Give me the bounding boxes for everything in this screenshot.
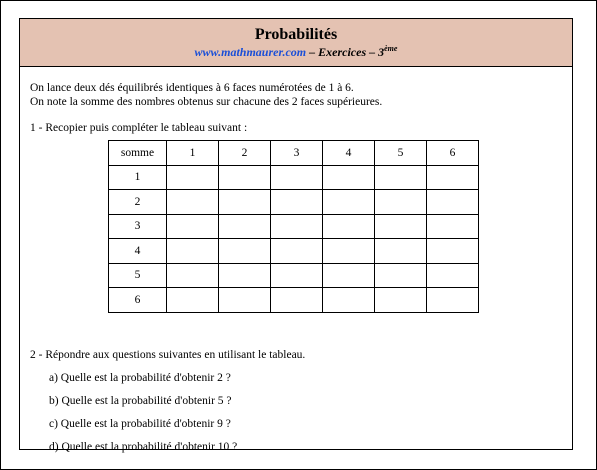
table-cell-empty: [323, 165, 375, 190]
table-column-header: 5: [375, 141, 427, 166]
table-cell-empty: [323, 239, 375, 264]
part2-instruction: 2 - Répondre aux questions suivantes en utilisant le tableau.: [30, 349, 306, 361]
exercises-label: Exercices – 3: [318, 45, 385, 59]
table-cell-empty: [271, 239, 323, 264]
worksheet-title: Probabilités: [254, 26, 338, 43]
subtitle-separator: –: [306, 45, 319, 59]
table-cell-empty: [167, 239, 219, 264]
table-cell-empty: [167, 190, 219, 215]
table-corner-label: somme: [109, 141, 167, 166]
table-cell-empty: [271, 288, 323, 313]
table-cell-empty: [427, 288, 479, 313]
table-column-header: 4: [323, 141, 375, 166]
question-c: c) Quelle est la probabilité d'obtenir 9 ?: [49, 418, 231, 430]
table-cell-empty: [427, 190, 479, 215]
table-header-row: [109, 141, 479, 166]
table-cell-empty: [271, 214, 323, 239]
table-row-header: 5: [109, 263, 167, 288]
table-cell-empty: [427, 263, 479, 288]
table-cell-empty: [271, 263, 323, 288]
table-cell-empty: [375, 214, 427, 239]
question-a: a) Quelle est la probabilité d'obtenir 2 ?: [49, 372, 231, 384]
question-d: d) Quelle est la probabilité d'obtenir 10 ?: [49, 441, 238, 453]
table-cell-empty: [219, 190, 271, 215]
table-cell-empty: [219, 239, 271, 264]
worksheet: [19, 18, 573, 453]
table-row-header: 3: [109, 214, 167, 239]
table-row: [109, 288, 479, 313]
table-column-header: 3: [271, 141, 323, 166]
table-cell-empty: [375, 190, 427, 215]
table-cell-empty: [271, 165, 323, 190]
table-row: [109, 165, 479, 190]
table-cell-empty: [427, 214, 479, 239]
table-cell-empty: [271, 190, 323, 215]
site-link[interactable]: www.mathmaurer.com: [194, 45, 307, 59]
table-cell-empty: [323, 214, 375, 239]
table-column-header: 6: [427, 141, 479, 166]
table-cell-empty: [219, 263, 271, 288]
worksheet-subtitle: [20, 45, 572, 60]
table-cell-empty: [167, 214, 219, 239]
table-cell-empty: [167, 263, 219, 288]
table-cell-empty: [375, 288, 427, 313]
table-cell-empty: [219, 165, 271, 190]
table-row: [109, 239, 479, 264]
sum-table: [108, 140, 479, 313]
table-cell-empty: [427, 165, 479, 190]
table-row-header: 1: [109, 165, 167, 190]
table-row-header: 6: [109, 288, 167, 313]
table-cell-empty: [323, 288, 375, 313]
intro-line-1: On lance deux dés équilibrés identiques à 6 faces numérotées de 1 à 6.: [30, 82, 354, 94]
table-cell-empty: [219, 214, 271, 239]
intro-line-2: On note la somme des nombres obtenus sur chacune des 2 faces supérieures.: [30, 96, 383, 108]
table-cell-empty: [375, 239, 427, 264]
table-column-header: 2: [219, 141, 271, 166]
table-row: [109, 263, 479, 288]
table-cell-empty: [427, 239, 479, 264]
table-cell-empty: [167, 165, 219, 190]
table-cell-empty: [323, 190, 375, 215]
table-row: [109, 190, 479, 215]
worksheet-header: [20, 19, 572, 67]
part1-instruction: 1 - Recopier puis compléter le tableau suivant :: [30, 122, 248, 134]
table-column-header: 1: [167, 141, 219, 166]
question-b: b) Quelle est la probabilité d'obtenir 5 ?: [49, 395, 232, 407]
table-cell-empty: [323, 263, 375, 288]
table-cell-empty: [375, 263, 427, 288]
table-row: [109, 214, 479, 239]
table-cell-empty: [375, 165, 427, 190]
table-row-header: 2: [109, 190, 167, 215]
table-row-header: 4: [109, 239, 167, 264]
table-cell-empty: [167, 288, 219, 313]
table-cell-empty: [219, 288, 271, 313]
grade-superscript: ème: [384, 44, 398, 53]
